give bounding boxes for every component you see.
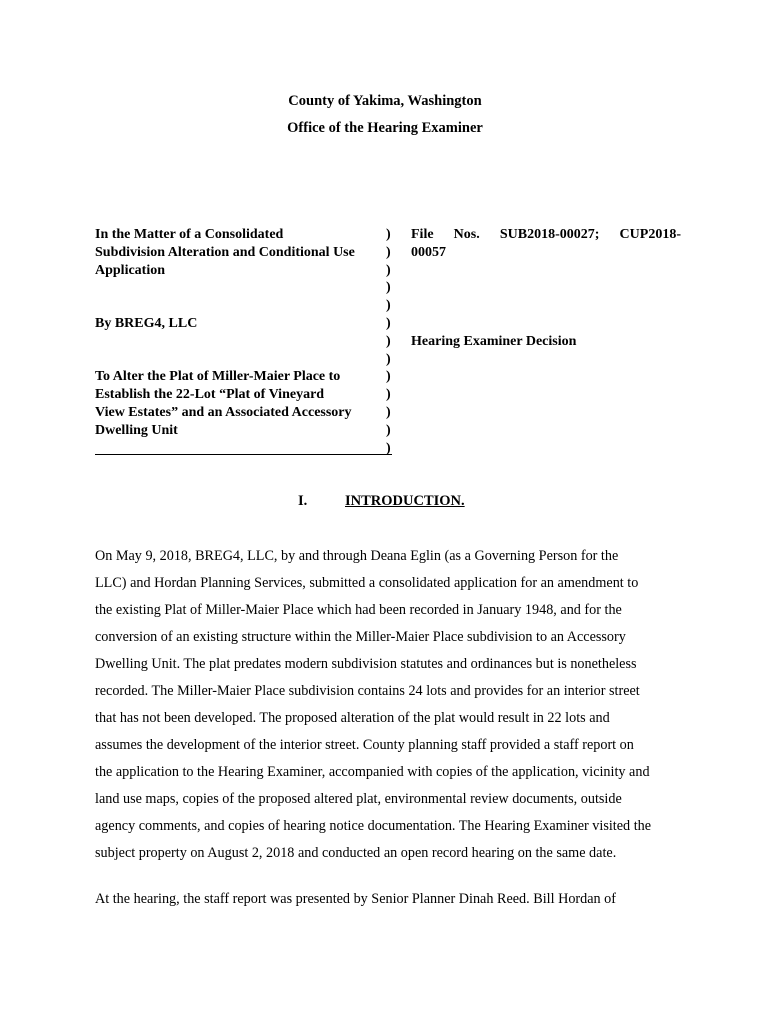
paragraph-line: conversion of an existing structure within the Miller-Maier Place subdivision to an Accessory [95,629,626,645]
body-paragraph [95,543,681,867]
purpose-line: View Estates” and an Associated Accessory [95,404,352,420]
matter-line: In the Matter of a Consolidated [95,227,284,242]
county-heading: County of Yakima, Washington [288,93,482,109]
second-paragraph: At the hearing, the staff report was presented by Senior Planner Dinah Reed. Bill Hordan of [95,891,616,907]
paren: ) [386,298,391,314]
paren: ) [386,369,391,385]
paragraph-line: land use maps, copies of the proposed altered plat, environmental review documents, outside [95,791,622,807]
caption-file-info [411,226,681,349]
purpose-line: Dwelling Unit [95,422,178,438]
paren: ) [386,262,391,278]
paragraph-line: agency comments, and copies of hearing notice documentation. The Hearing Examiner visited the [95,818,652,834]
purpose-line: To Alter the Plat of Miller-Maier Place to [95,369,341,385]
paragraph-line: subject property on August 2, 2018 and conducted an open record hearing on the same date. [95,845,617,861]
file-numbers [411,226,681,244]
file-label: File [411,227,434,242]
caption-underline [95,454,392,455]
paragraph-line: LLC) and Hordan Planning Services, submitted a consolidated application for an amendment to [95,575,639,591]
paren: ) [386,315,391,331]
paragraph-line: On May 9, 2018, BREG4, LLC, by and through Deana Eglin (as a Governing Person for the [95,548,619,564]
paren: ) [386,387,391,403]
file-nos: Nos. [453,227,480,242]
paren: ) [386,227,391,242]
file-number-cont: 00057 [411,244,446,260]
caption-parties [95,226,378,440]
paren: ) [386,244,391,260]
paragraph-line: recorded. The Miller-Maier Place subdivision contains 24 lots and provides for an interior street [95,683,640,699]
paragraph-line: assumes the development of the interior street. County planning staff provided a staff report on [95,737,634,753]
paren: ) [386,333,391,349]
purpose-line: Establish the 22-Lot “Plat of Vineyard [95,387,325,403]
section-title: INTRODUCTION. [345,493,465,509]
paren: ) [386,404,391,420]
matter-line: Application [95,262,166,278]
paragraph-line: Dwelling Unit. The plat predates modern subdivision statutes and ordinances but is nonetheless [95,656,637,672]
paren: ) [386,351,391,367]
paragraph-line: the existing Plat of Miller-Maier Place which had been recorded in January 1948, and for the [95,602,622,618]
paren: ) [386,440,391,456]
paragraph-line: the application to the Hearing Examiner, accompanied with copies of the application, vicinity and [95,764,650,780]
caption-parentheses [386,226,396,457]
applicant-line: By BREG4, LLC [95,315,198,331]
paren: ) [386,422,391,438]
section-number: I. [298,493,308,509]
matter-line: Subdivision Alteration and Conditional Use [95,244,355,260]
paragraph-line: that has not been developed. The proposed alteration of the plat would result in 22 lots and [95,710,610,726]
decision-title: Hearing Examiner Decision [411,334,577,349]
file-cup: CUP2018- [619,227,681,242]
file-sub: SUB2018-00027; [499,227,600,242]
paren: ) [386,280,391,296]
office-heading: Office of the Hearing Examiner [287,120,483,136]
